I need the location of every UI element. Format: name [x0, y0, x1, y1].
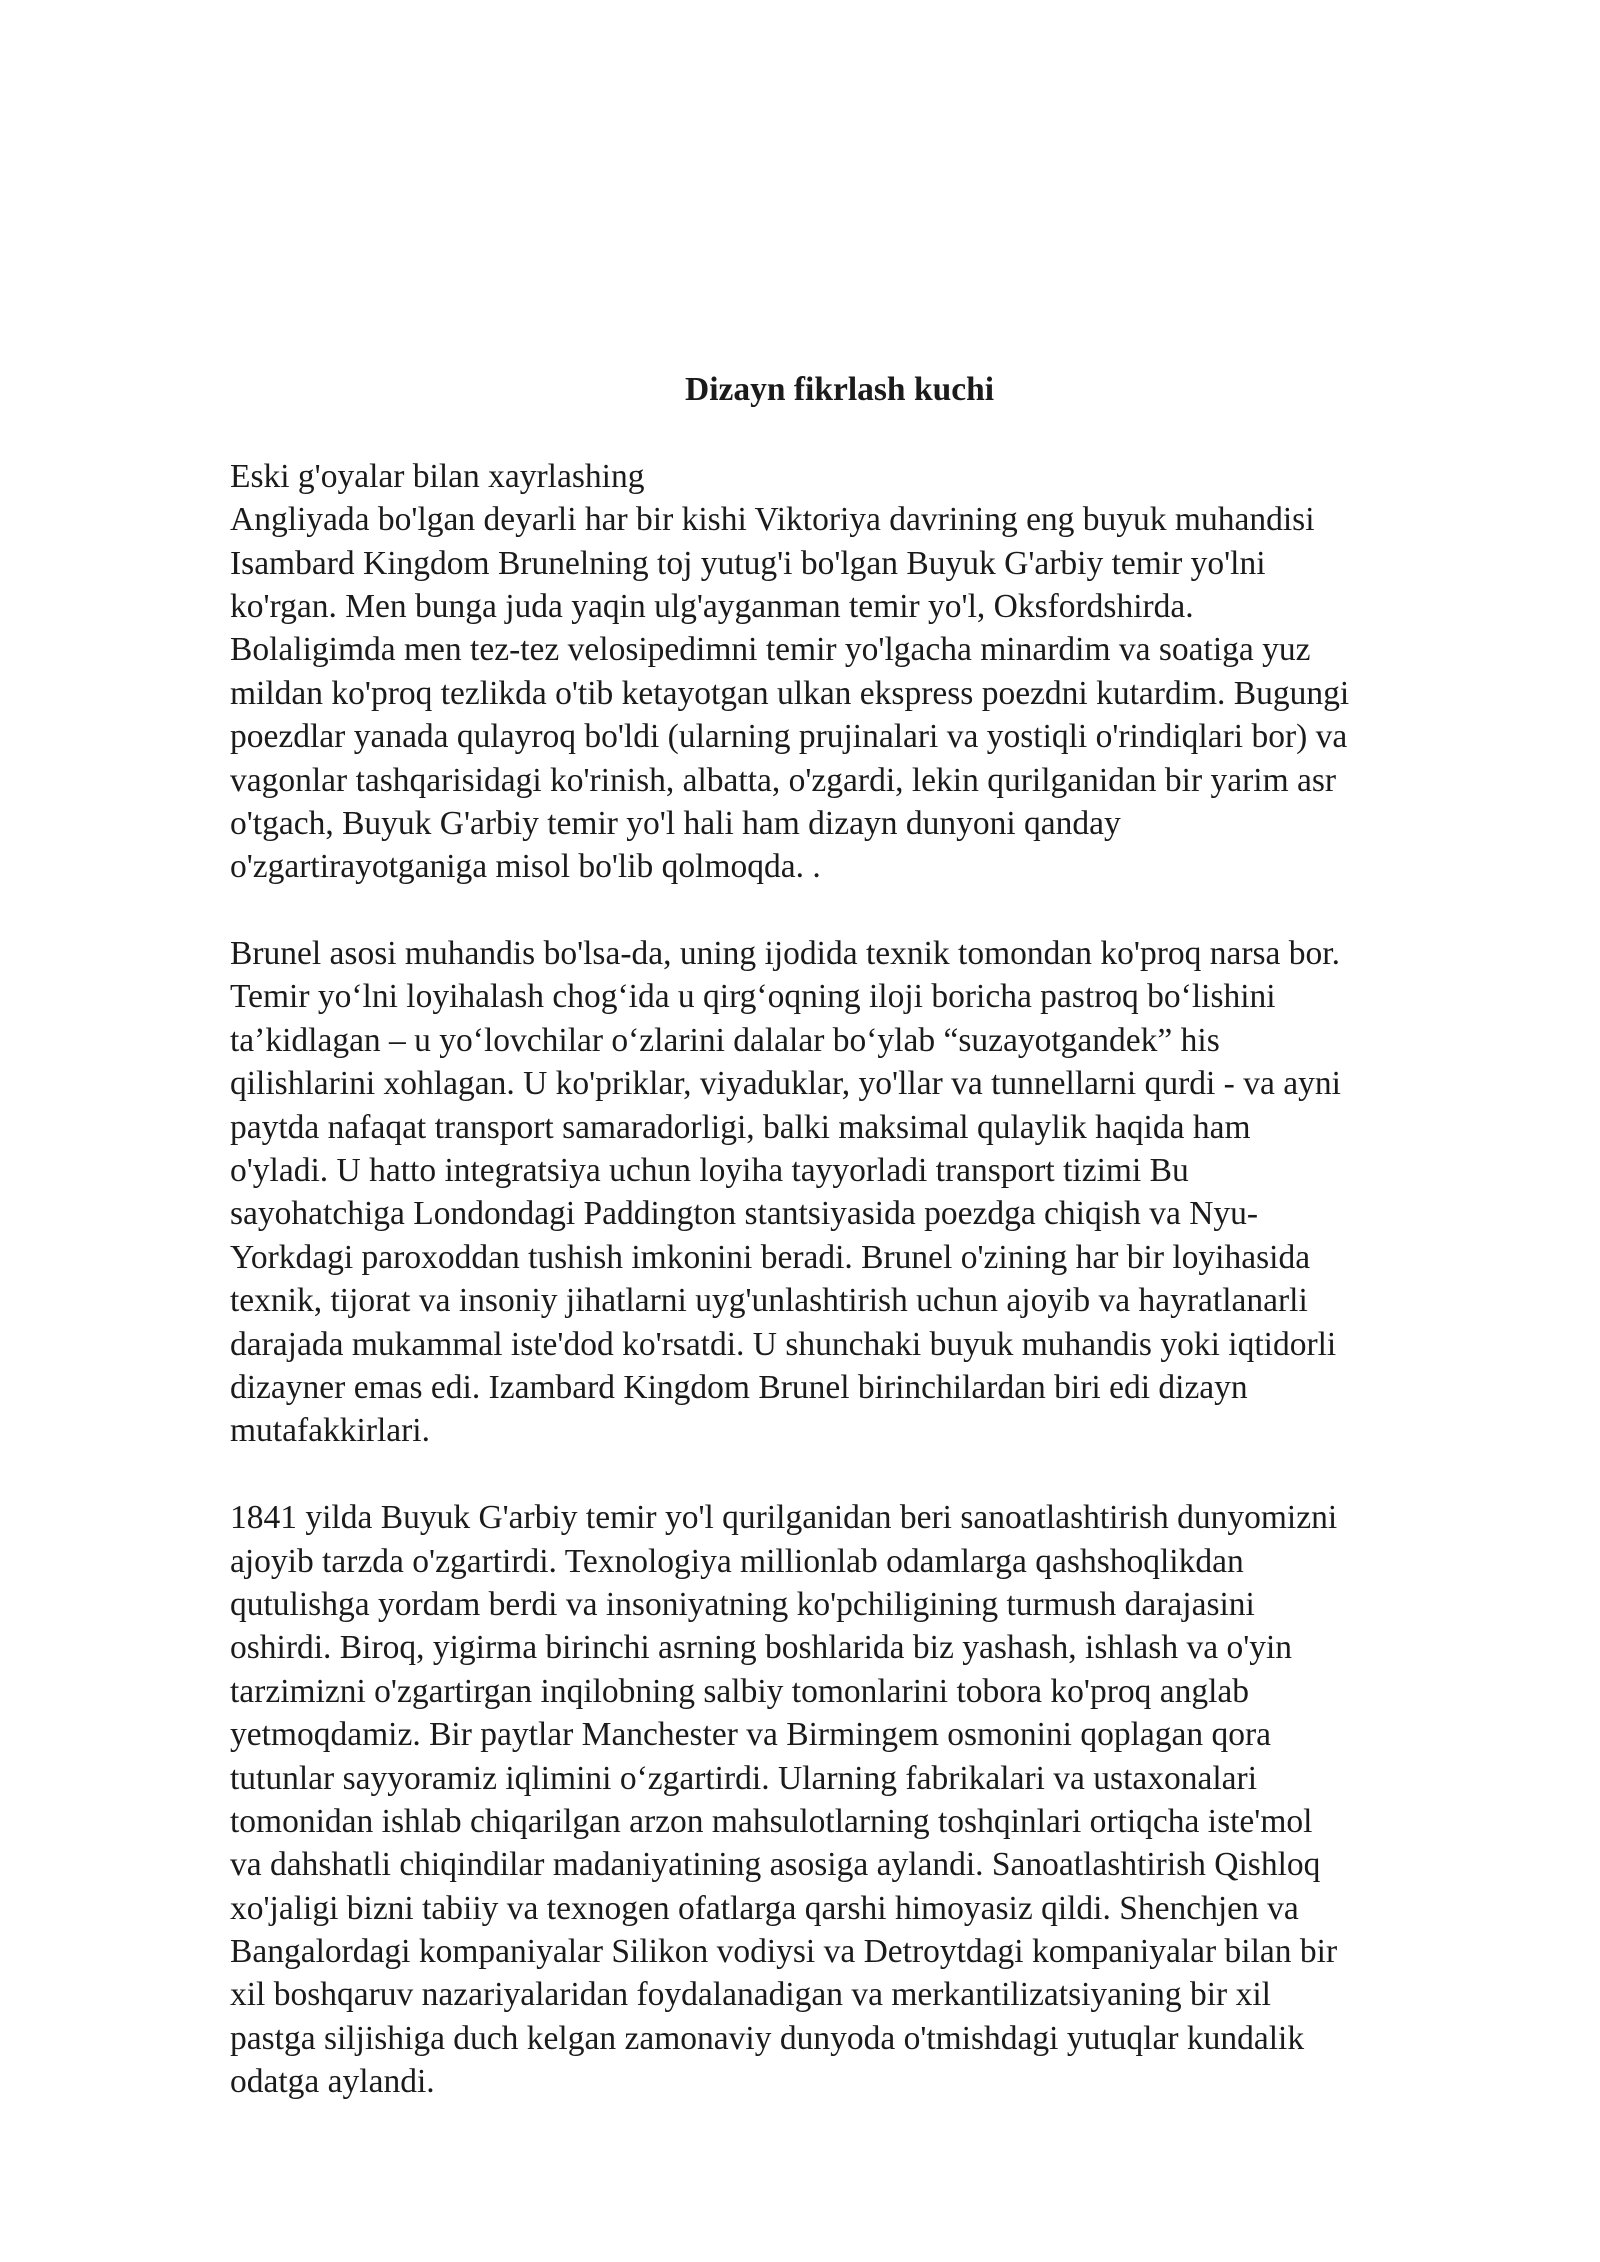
paragraph-line: xo'jaligi bizni tabiiy va texnogen ofatlarga qarshi himoyasiz qildi. Shenchjen va — [230, 1889, 1299, 1927]
paragraph-gap — [230, 1453, 1492, 1496]
paragraph-line: mutafakkirlari. — [230, 1412, 430, 1450]
paragraph-line: tarzimizni o'zgartirgan inqilobning salbiy tomonlarini tobora ko'proq anglab — [230, 1672, 1250, 1710]
paragraph-line: vagonlar tashqarisidagi ko'rinish, albatta, o'zgardi, lekin qurilganidan bir yarim asr — [230, 761, 1337, 799]
paragraph-2 — [230, 932, 1492, 1453]
paragraph-line: qutulishga yordam berdi va insoniyatning ko'pchiligining turmush darajasini — [230, 1585, 1255, 1623]
paragraph-line: oshirdi. Biroq, yigirma birinchi asrning boshlarida biz yashash, ishlash va o'yin — [230, 1629, 1293, 1667]
paragraph-line: o'tgach, Buyuk G'arbiy temir yo'l hali ham dizayn dunyoni qanday — [230, 804, 1121, 842]
paragraph-3 — [230, 1496, 1492, 2103]
paragraph-line: mildan ko'proq tezlikda o'tib ketayotgan ulkan ekspress poezdni kutardim. Bugungi — [230, 674, 1350, 712]
paragraph-line: paytda nafaqat transport samaradorligi, balki maksimal qulaylik haqida ham — [230, 1108, 1251, 1146]
paragraph-line: ko'rgan. Men bunga juda yaqin ulg'ayganman temir yo'l, Oksfordshirda. — [230, 587, 1194, 625]
paragraph-line: tutunlar sayyoramiz iqlimini oʻzgartirdi. Ularning fabrikalari va ustaxonalari — [230, 1759, 1258, 1797]
paragraph-line: o'yladi. U hatto integratsiya uchun loyiha tayyorladi transport tizimi Bu — [230, 1152, 1189, 1190]
paragraph-line: taʼkidlagan – u yoʻlovchilar oʻzlarini dalalar boʻylab “suzayotgandek” his — [230, 1021, 1220, 1059]
paragraph-line: darajada mukammal iste'dod ko'rsatdi. U shunchaki buyuk muhandis yoki iqtidorli — [230, 1325, 1337, 1363]
paragraph-line: o'zgartirayotganiga misol bo'lib qolmoqda. . — [230, 848, 821, 886]
paragraph-line: odatga aylandi. — [230, 2063, 435, 2101]
paragraph-line: dizayner emas edi. Izambard Kingdom Brunel birinchilardan biri edi dizayn — [230, 1368, 1248, 1406]
document-title: Dizayn fikrlash kuchi — [685, 371, 995, 408]
paragraph-line: 1841 yilda Buyuk G'arbiy temir yo'l qurilganidan beri sanoatlashtirish dunyomizni — [230, 1499, 1338, 1537]
paragraph-line: Isambard Kingdom Brunelning toj yutug'i bo'lgan Buyuk G'arbiy temir yo'lni — [230, 544, 1266, 582]
paragraph-line: Brunel asosi muhandis bo'lsa-da, uning ijodida texnik tomondan ko'proq narsa bor. — [230, 935, 1340, 973]
paragraph-line: tomonidan ishlab chiqarilgan arzon mahsulotlarning toshqinlari ortiqcha iste'mol — [230, 1802, 1313, 1840]
paragraph-line: sayohatchiga Londondagi Paddington stantsiyasida poezdga chiqish va Nyu- — [230, 1195, 1259, 1233]
paragraph-line: Bangalordagi kompaniyalar Silikon vodiysi va Detroytdagi kompaniyalar bilan bir — [230, 1933, 1338, 1971]
paragraph-line: Yorkdagi paroxoddan tushish imkonini beradi. Brunel o'zining har bir loyihasida — [230, 1238, 1311, 1276]
paragraph-line: pastga siljishiga duch kelgan zamonaviy dunyoda o'tmishdagi yutuqlar kundalik — [230, 2019, 1305, 2057]
paragraph-line: Angliyada bo'lgan deyarli har bir kishi Viktoriya davrining eng buyuk muhandisi — [230, 501, 1315, 539]
paragraph-line: texnik, tijorat va insoniy jihatlarni uyg'unlashtirish uchun ajoyib va hayratlanarli — [230, 1282, 1308, 1320]
paragraph-1 — [230, 498, 1492, 889]
paragraph-gap — [230, 889, 1492, 932]
section-subtitle: Eski g'oyalar bilan xayrlashing — [230, 457, 645, 495]
paragraph-line: poezdlar yanada qulayroq bo'ldi (ularning prujinalari va yostiqli o'rindiqlari bor) va — [230, 718, 1348, 756]
title-spacer — [230, 411, 1492, 454]
paragraph-line: Bolaligimda men tez-tez velosipedimni temir yo'lgacha minardim va soatiga yuz — [230, 631, 1311, 669]
document-body — [230, 368, 1492, 2104]
paragraph-line: va dahshatli chiqindilar madaniyatining asosiga aylandi. Sanoatlashtirish Qishloq — [230, 1846, 1321, 1884]
paragraph-line: ajoyib tarzda o'zgartirdi. Texnologiya millionlab odamlarga qashshoqlikdan — [230, 1542, 1244, 1580]
paragraph-line: Temir yoʻlni loyihalash chogʻida u qirgʻoqning iloji boricha pastroq boʻlishini — [230, 978, 1276, 1016]
paragraph-line: qilishlarini xohlagan. U ko'priklar, viyaduklar, yo'llar va tunnellarni qurdi - va ayni — [230, 1065, 1341, 1103]
paragraph-line: yetmoqdamiz. Bir paytlar Manchester va Birmingem osmonini qoplagan qora — [230, 1716, 1272, 1754]
paragraph-line: xil boshqaruv nazariyalaridan foydalanadigan va merkantilizatsiyaning bir xil — [230, 1976, 1271, 2014]
